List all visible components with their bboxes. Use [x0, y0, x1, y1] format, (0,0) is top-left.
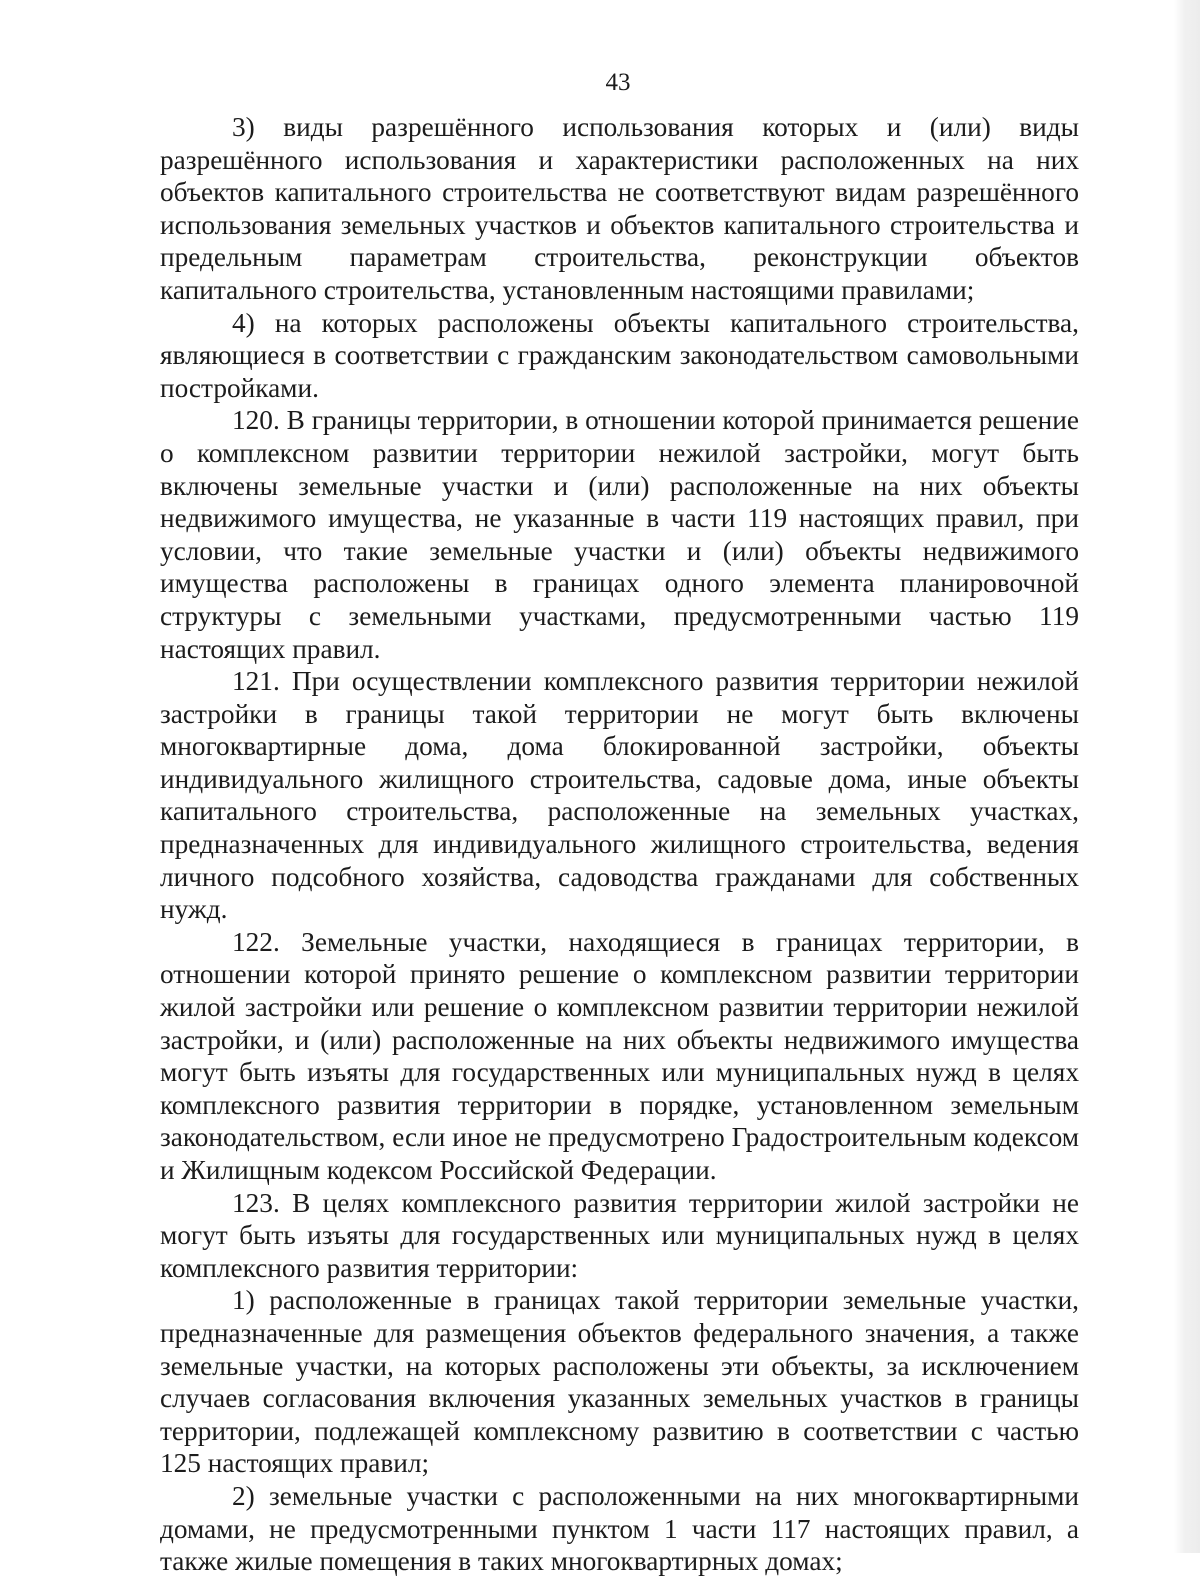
paragraph-120: 120. В границы территории, в отношении которой принимается решение о комплексном развитии территории нежилой застройки, могут быть включены земельные участки и (или) расположенные на них объекты недвижимого имущества, не указанные в части 119 настоящих правил, при условии, что такие земельные участки и (или) объекты недвижимого имущества расположены в границах одного элемента планировочной структуры с земельными участками, предусмотренными частью 119 настоящих правил. — [160, 405, 1079, 664]
document-body — [160, 111, 1079, 1578]
page-number: 43 — [605, 69, 631, 96]
paragraph-item-3: 3) виды разрешённого использования которых и (или) виды разрешённого использования и характеристики расположенных на них объектов капитального строительства не соответствуют видам разрешённого использования земельных участков и объектов капитального строительства и предельным параметрам строительства, реконструкции объектов капитального строительства, установленным настоящими правилами; — [160, 112, 1079, 305]
paragraph-item-4: 4) на которых расположены объекты капитального строительства, являющиеся в соответствии с гражданским законодательством самовольными постройками. — [160, 307, 1079, 403]
paragraph-122: 122. Земельные участки, находящиеся в границах территории, в отношении которой принято решение о комплексном развитии территории жилой застройки или решение о комплексном развитии территории нежилой застройки, и (или) расположенные на них объекты недвижимого имущества могут быть изъяты для государственных или муниципальных нужд в целях комплексного развития территории в порядке, установленном земельным законодательством, если иное не предусмотрено Градостроительным кодексом и Жилищным кодексом Российской Федерации. — [160, 926, 1079, 1185]
paragraph-123: 123. В целях комплексного развития территории жилой застройки не могут быть изъяты для государственных или муниципальных нужд в целях комплексного развития территории: — [160, 1187, 1079, 1283]
paragraph-123-item-1: 1) расположенные в границах такой территории земельные участки, предназначенные для размещения объектов федерального значения, а также земельные участки, на которых расположены эти объекты, за исключением случаев согласования включения указанных земельных участков в границы территории, подлежащей комплексному развитию в соответствии с частью 125 настоящих правил; — [160, 1285, 1079, 1479]
paragraph-121: 121. При осуществлении комплексного развития территории нежилой застройки в границы такой территории не могут быть включены многоквартирные дома, дома блокированной застройки, объекты индивидуального жилищного строительства, садовые дома, иные объекты капитального строительства, расположенные на земельных участках, предназначенных для индивидуального жилищного строительства, ведения личного подсобного хозяйства, садоводства гражданами для собственных нужд. — [160, 666, 1079, 925]
scan-edge-shadow — [1174, 0, 1200, 1553]
paragraph-123-item-2: 2) земельные участки с расположенными на них многоквартирными домами, не предусмотренными пунктом 1 части 117 настоящих правил, а также жилые помещения в таких многоквартирных домах; — [160, 1480, 1079, 1577]
